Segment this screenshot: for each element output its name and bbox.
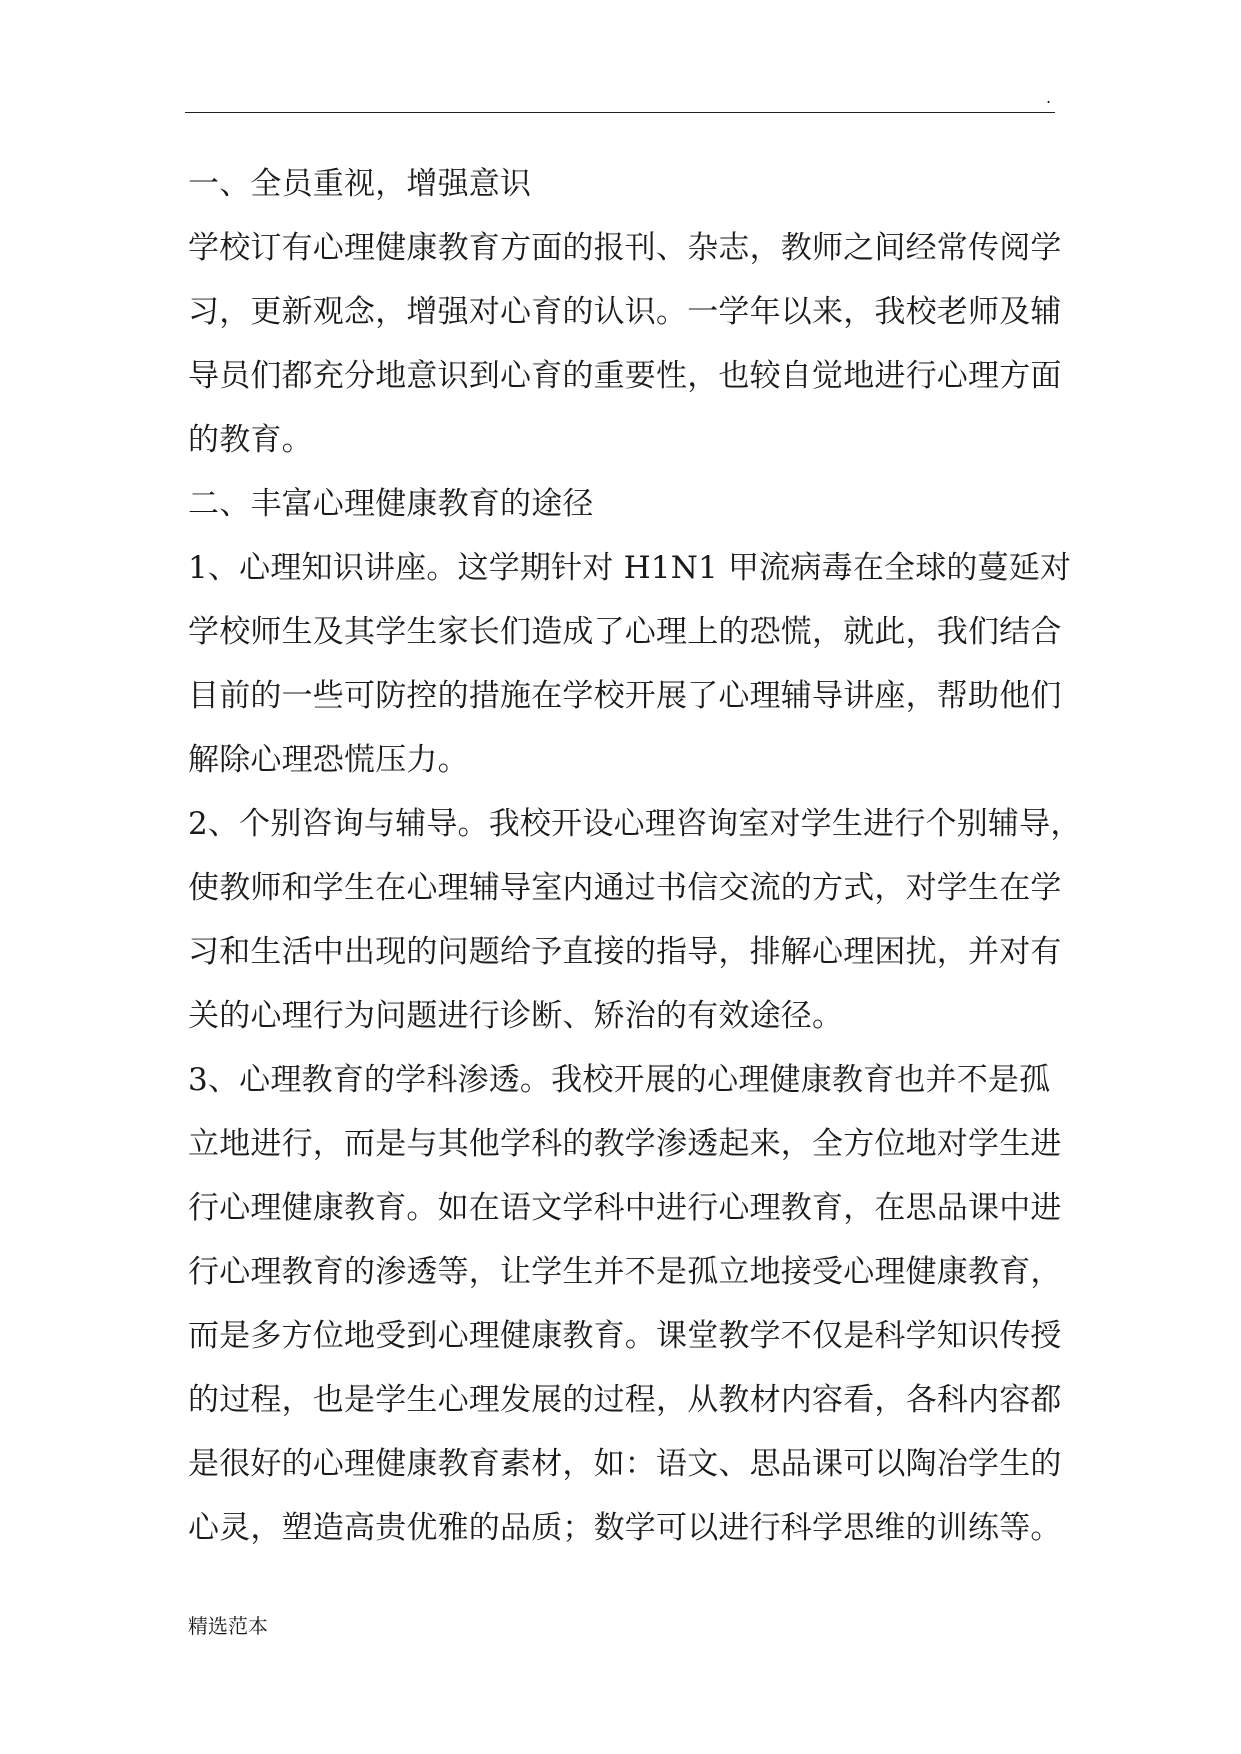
paragraph-line: 习，更新观念，增强对心育的认识。一学年以来，我校老师及辅	[188, 294, 1062, 330]
heading-2: 二、丰富心理健康教育的途径	[188, 486, 594, 522]
paragraph-line: 是很好的心理健康教育素材，如：语文、思品课可以陶冶学生的	[188, 1446, 1062, 1482]
paragraph-line: 目前的一些可防控的措施在学校开展了心理辅导讲座，帮助他们	[188, 678, 1062, 714]
paragraph-line: 行心理教育的渗透等，让学生并不是孤立地接受心理健康教育，	[188, 1254, 1062, 1290]
paragraph-line: 学校师生及其学生家长们造成了心理上的恐慌，就此，我们结合	[188, 614, 1062, 650]
paragraph-line: 的教育。	[188, 422, 313, 458]
header-mark: .	[1046, 88, 1052, 107]
paragraph-line: 的过程，也是学生心理发展的过程，从教材内容看，各科内容都	[188, 1382, 1062, 1418]
paragraph-line: 3、心理教育的学科渗透。我校开展的心理健康教育也并不是孤	[188, 1062, 1051, 1098]
paragraph-line: 2、个别咨询与辅导。我校开设心理咨询室对学生进行个别辅导，	[188, 806, 1082, 842]
paragraph-line: 解除心理恐慌压力。	[188, 742, 469, 778]
paragraph-line: 习和生活中出现的问题给予直接的指导，排解心理困扰，并对有	[188, 934, 1062, 970]
document-body	[188, 152, 1082, 1560]
paragraph-line: 1、心理知识讲座。这学期针对 H1N1 甲流病毒在全球的蔓延对	[188, 550, 1072, 586]
paragraph-line: 立地进行，而是与其他学科的教学渗透起来，全方位地对学生进	[188, 1126, 1062, 1162]
heading-1: 一、全员重视，增强意识	[188, 166, 532, 202]
paragraph-line: 心灵，塑造高贵优雅的品质；数学可以进行科学思维的训练等。	[188, 1510, 1062, 1546]
paragraph-line: 学校订有心理健康教育方面的报刊、杂志，教师之间经常传阅学	[188, 230, 1062, 266]
paragraph-line: 关的心理行为问题进行诊断、矫治的有效途径。	[188, 998, 844, 1034]
paragraph-line: 使教师和学生在心理辅导室内通过书信交流的方式，对学生在学	[188, 870, 1062, 906]
footer-label: 精选范本	[188, 1614, 268, 1638]
paragraph-line: 导员们都充分地意识到心育的重要性，也较自觉地进行心理方面	[188, 358, 1062, 394]
paragraph-line: 而是多方位地受到心理健康教育。课堂教学不仅是科学知识传授	[188, 1318, 1062, 1354]
paragraph-line: 行心理健康教育。如在语文学科中进行心理教育，在思品课中进	[188, 1190, 1062, 1226]
header-rule	[185, 112, 1055, 113]
